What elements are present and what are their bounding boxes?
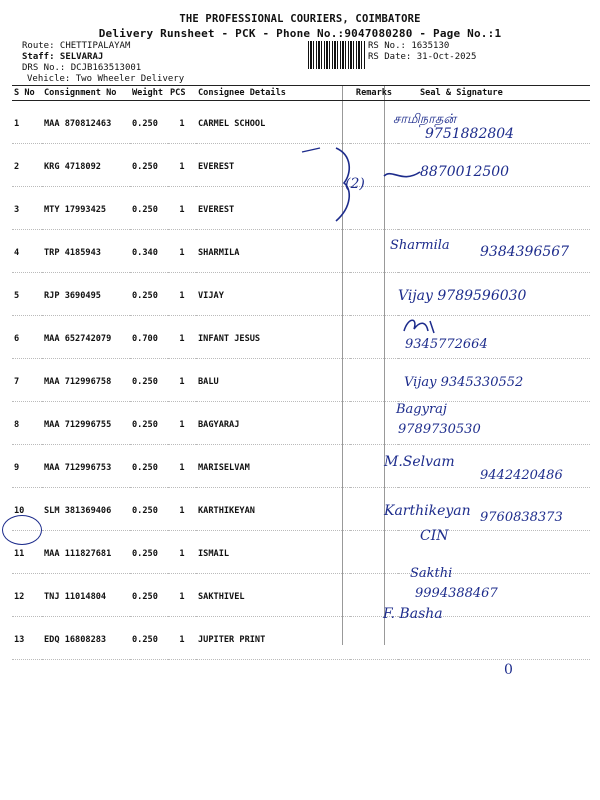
- row-consignee: SHARMILA: [196, 230, 350, 273]
- row-consignment-no: MAA 712996758: [42, 359, 130, 402]
- row-sno: 8: [12, 402, 42, 445]
- row-pcs: 1: [168, 101, 196, 144]
- hw-r4-name: Sharmila: [390, 238, 450, 253]
- col-header-consignment: Consignment No: [42, 86, 130, 101]
- row-consignment-no: MAA 712996755: [42, 402, 130, 445]
- hw-r6-sign: [400, 315, 440, 337]
- row-sno: 1: [12, 101, 42, 144]
- hw-r8-name: Bagyraj: [396, 402, 447, 417]
- row-pcs: 1: [168, 488, 196, 531]
- row-remarks: [350, 359, 398, 402]
- strike-ink: [382, 166, 422, 186]
- row-pcs: 1: [168, 144, 196, 187]
- drs-label: DRS No.: DCJB163513001: [22, 63, 142, 73]
- row-weight: 0.250: [130, 144, 168, 187]
- hw-r7: Vijay 9345330552: [404, 375, 524, 390]
- row-consignment-no: EDQ 16808283: [42, 617, 130, 660]
- row-pcs: 1: [168, 230, 196, 273]
- row-weight: 0.250: [130, 359, 168, 402]
- row-pcs: 1: [168, 445, 196, 488]
- row-weight: 0.250: [130, 187, 168, 230]
- row-consignee: MARISELVAM: [196, 445, 350, 488]
- dash-ink: [300, 138, 330, 158]
- staff-label: [22, 52, 103, 63]
- row-consignment-no: SLM 381369406: [42, 488, 130, 531]
- row-weight: 0.340: [130, 230, 168, 273]
- hw-r3-mark: (2): [345, 176, 365, 192]
- hw-r11: CIN: [420, 528, 449, 544]
- row-pcs: 1: [168, 273, 196, 316]
- row-consignment-no: TRP 4185943: [42, 230, 130, 273]
- row-pcs: 1: [168, 531, 196, 574]
- hw-r9-name: M.Selvam: [384, 454, 455, 470]
- hw-r8-phone: 9789730530: [398, 422, 481, 437]
- row-pcs: 1: [168, 316, 196, 359]
- row-remarks: [350, 531, 398, 574]
- col-header-pcs: PCS: [168, 86, 196, 101]
- rs-date: RS Date: 31-Oct-2025: [368, 52, 477, 62]
- route-label: Route: CHETTIPALAYAM: [22, 41, 131, 51]
- row-pcs: 1: [168, 359, 196, 402]
- row-weight: 0.250: [130, 488, 168, 531]
- table-header-row: [12, 86, 590, 101]
- row-signature: [398, 187, 590, 230]
- table-row: [12, 402, 590, 445]
- col-header-remarks: Remarks: [350, 86, 398, 101]
- col-header-sno: S No: [12, 86, 42, 101]
- hw-r13: F. Basha: [383, 606, 443, 622]
- row-weight: 0.250: [130, 574, 168, 617]
- row-weight: 0.250: [130, 445, 168, 488]
- vehicle-label: Vehicle: Two Wheeler Delivery: [27, 74, 185, 84]
- table-row: [12, 187, 590, 230]
- row-pcs: 1: [168, 402, 196, 445]
- row-sno: 9: [12, 445, 42, 488]
- hw-r1-name: சாமிநாதன்: [393, 112, 456, 127]
- row-sno: 6: [12, 316, 42, 359]
- hw-r12-name: Sakthi: [410, 566, 453, 581]
- row-consignee: BALU: [196, 359, 350, 402]
- row-pcs: 1: [168, 574, 196, 617]
- hw-r9-phone: 9442420486: [480, 468, 563, 483]
- row-weight: 0.250: [130, 531, 168, 574]
- row-consignment-no: MAA 712996753: [42, 445, 130, 488]
- hw-r6-phone: 9345772664: [405, 337, 488, 352]
- row-remarks: [350, 273, 398, 316]
- company-title: THE PROFESSIONAL COURIERS, COIMBATORE: [179, 13, 421, 25]
- row-weight: 0.250: [130, 273, 168, 316]
- table-row: [12, 574, 590, 617]
- row-signature: [398, 617, 590, 660]
- hw-r12-phone: 9994388467: [415, 586, 498, 601]
- row-consignment-no: TNJ 11014804: [42, 574, 130, 617]
- table-row: [12, 531, 590, 574]
- row-consignment-no: MAA 652742079: [42, 316, 130, 359]
- hw-r10-name: Karthikeyan: [384, 503, 471, 519]
- row-consignee: KARTHIKEYAN: [196, 488, 350, 531]
- col-header-signature: Seal & Signature: [398, 86, 590, 101]
- hw-r3-phone: 8870012500: [420, 164, 510, 180]
- row-consignment-no: MAA 870812463: [42, 101, 130, 144]
- row-consignee: CARMEL SCHOOL: [196, 101, 350, 144]
- row-sno: 4: [12, 230, 42, 273]
- row-consignment-no: RJP 3690495: [42, 273, 130, 316]
- row-remarks: [350, 617, 398, 660]
- row-sno: 2: [12, 144, 42, 187]
- row-weight: 0.250: [130, 402, 168, 445]
- rs-number: RS No.: 1635130: [368, 41, 450, 51]
- hw-bottom-mark: 0: [504, 662, 513, 678]
- row-weight: 0.250: [130, 101, 168, 144]
- table-row: [12, 617, 590, 660]
- row-consignee: ISMAIL: [196, 531, 350, 574]
- row-consignee: JUPITER PRINT: [196, 617, 350, 660]
- col-header-weight: Weight: [130, 86, 168, 101]
- row-consignee: SAKTHIVEL: [196, 574, 350, 617]
- hw-r5: Vijay 9789596030: [398, 288, 527, 304]
- col-header-consignee: Consignee Details: [196, 86, 350, 101]
- row-remarks: [350, 101, 398, 144]
- row-pcs: 1: [168, 187, 196, 230]
- staff-text: Staff: SELVARAJ: [22, 52, 104, 62]
- row-sno: 12: [12, 574, 42, 617]
- row-consignment-no: KRG 4718092: [42, 144, 130, 187]
- row-pcs: 1: [168, 617, 196, 660]
- row-consignee: VIJAY: [196, 273, 350, 316]
- hw-r1-phone: 9751882804: [425, 126, 515, 142]
- row-consignee: INFANT JESUS: [196, 316, 350, 359]
- row-remarks: [350, 316, 398, 359]
- row-11-circle: [2, 515, 42, 545]
- hw-r4-phone: 9384396567: [480, 244, 570, 260]
- runsheet-subtitle: Delivery Runsheet - PCK - Phone No.:9047080280 - Page No.:1: [98, 27, 502, 40]
- row-consignee: BAGYARAJ: [196, 402, 350, 445]
- row-consignment-no: MAA 111827681: [42, 531, 130, 574]
- hw-r10-phone: 9760838373: [480, 510, 563, 525]
- row-sno: 11: [12, 531, 42, 574]
- barcode: [308, 41, 366, 69]
- row-weight: 0.250: [130, 617, 168, 660]
- row-sno: 13: [12, 617, 42, 660]
- row-consignee: EVEREST: [196, 187, 350, 230]
- row-sno: 5: [12, 273, 42, 316]
- row-consignee: EVEREST: [196, 144, 350, 187]
- row-weight: 0.700: [130, 316, 168, 359]
- row-remarks: [350, 402, 398, 445]
- row-sno: 7: [12, 359, 42, 402]
- row-sno: 3: [12, 187, 42, 230]
- table-row: [12, 316, 590, 359]
- row-sno: 10: [12, 488, 42, 531]
- row-consignment-no: MTY 17993425: [42, 187, 130, 230]
